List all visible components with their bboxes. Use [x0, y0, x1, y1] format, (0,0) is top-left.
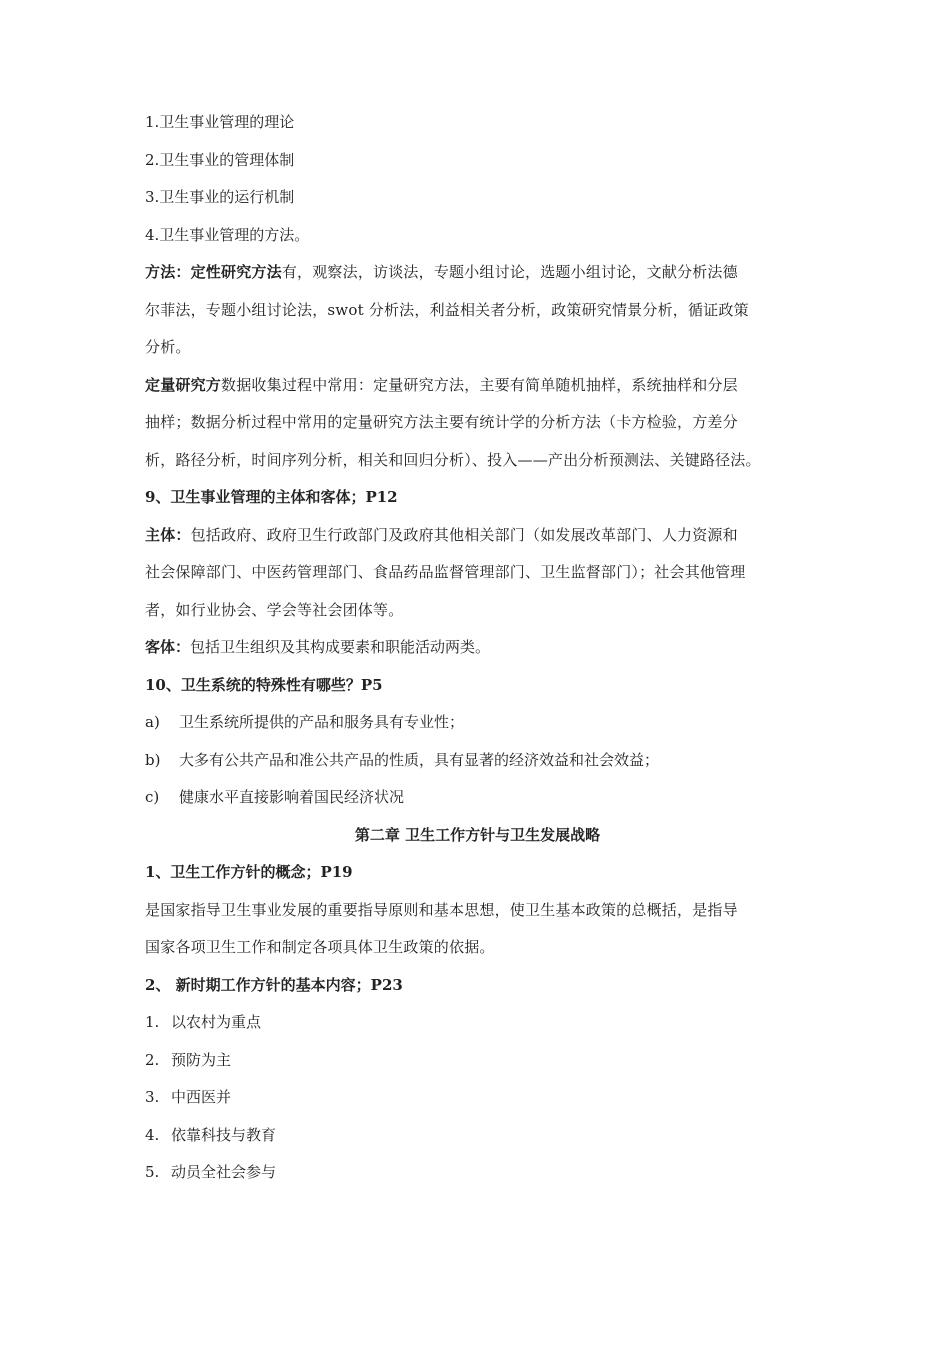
qualitative-label: 定性研究方法: [190, 263, 282, 281]
list-item-text: 卫生系统所提供的产品和服务具有专业性；: [179, 713, 465, 731]
list-item: [145, 1004, 810, 1042]
ch2-q1-paragraph: [145, 892, 810, 967]
list-item-text: 预防为主: [171, 1050, 232, 1069]
paragraph-text: 包括政府、政府卫生行政部门及政府其他相关部门（如发展改革部门、人力资源和: [190, 525, 738, 544]
list-item: [145, 1154, 810, 1192]
qualitative-methods-paragraph: [145, 254, 810, 367]
subject-label: 主体：: [145, 525, 191, 544]
list-item-text: 中西医并: [171, 1088, 232, 1106]
list-item: 4.卫生事业管理的方法。: [145, 225, 310, 244]
list-item: [145, 704, 810, 742]
list-item-text: 依靠科技与教育: [171, 1125, 277, 1144]
list-marker: a): [145, 713, 160, 731]
paragraph-text: 抽样；数据分析过程中常用的定量研究方法主要有统计学的分析方法（卡方检验，方差分: [145, 413, 738, 431]
chapter-title: 第二章 卫生工作方针与卫生发展战略: [354, 825, 601, 844]
paragraph-text: 社会保障部门、中医药管理部门、食品药品监督管理部门、卫生监督部门）；社会其他管理: [145, 563, 746, 581]
list-item: 3.卫生事业的运行机制: [145, 188, 295, 206]
list-item: 2.卫生事业的管理体制: [145, 150, 295, 169]
list-item: [145, 1117, 810, 1155]
list-item-text: 以农村为重点: [171, 1013, 262, 1031]
ch2-q2-heading: 2、 新时期工作方针的基本内容；P23: [145, 975, 403, 994]
list-marker: c): [145, 788, 160, 806]
paragraph-text: 有，观察法，访谈法，专题小组讨论，选题小组讨论，文献分析法德: [281, 263, 738, 281]
q10-list: [145, 704, 810, 817]
paragraph-text: 包括卫生组织及其构成要素和职能活动两类。: [190, 638, 491, 656]
list-item: [145, 1079, 810, 1117]
list-marker: b): [145, 750, 161, 769]
list-number: 2.: [145, 1050, 160, 1069]
ch2-q1-heading: 1、卫生工作方针的概念；P19: [145, 863, 353, 881]
paragraph-text: 国家各项卫生工作和制定各项具体卫生政策的依据。: [145, 938, 495, 956]
object-paragraph: [145, 629, 810, 667]
list-number: 5.: [145, 1163, 160, 1181]
paragraph-text: 者，如行业协会、学会等社会团体等。: [145, 600, 404, 619]
paragraph-text: 数据收集过程中常用：定量研究方法，主要有简单随机抽样，系统抽样和分层: [221, 375, 738, 394]
list-item: [145, 779, 810, 817]
paragraph-text: 析，路径分析，时间序列分析，相关和回归分析）、投入——产出分析预测法、关键路径法。: [145, 450, 761, 469]
ch2-q2-list: [145, 1004, 810, 1192]
list-item-text: 动员全社会参与: [171, 1163, 277, 1181]
q9-heading: 9、卫生事业管理的主体和客体；P12: [145, 488, 398, 506]
list-item: [145, 1042, 810, 1080]
list-item-text: 大多有公共产品和准公共产品的性质，具有显著的经济效益和社会效益；: [179, 750, 660, 769]
methods-label: 方法：: [145, 263, 191, 281]
paragraph-text: 尔菲法，专题小组讨论法，swot 分析法，利益相关者分析，政策研究情景分析，循证政策: [145, 300, 749, 319]
list-item: [145, 742, 810, 780]
object-label: 客体：: [145, 638, 191, 656]
q10-heading: 10、卫生系统的特殊性有哪些？P5: [145, 675, 383, 694]
list-item: 1.卫生事业管理的理论: [145, 113, 295, 131]
subject-paragraph: [145, 517, 810, 630]
quantitative-methods-paragraph: [145, 367, 810, 480]
intro-list: [145, 104, 810, 254]
document-page: [145, 104, 810, 1192]
list-number: 1.: [145, 1013, 160, 1031]
quantitative-label: 定量研究方: [145, 375, 222, 394]
list-number: 3.: [145, 1088, 160, 1106]
paragraph-text: 是国家指导卫生事业发展的重要指导原则和基本思想，使卫生基本政策的总概括，是指导: [145, 900, 738, 919]
list-item-text: 健康水平直接影响着国民经济状况: [179, 788, 405, 806]
list-number: 4.: [145, 1125, 160, 1144]
paragraph-text: 分析。: [145, 338, 191, 356]
